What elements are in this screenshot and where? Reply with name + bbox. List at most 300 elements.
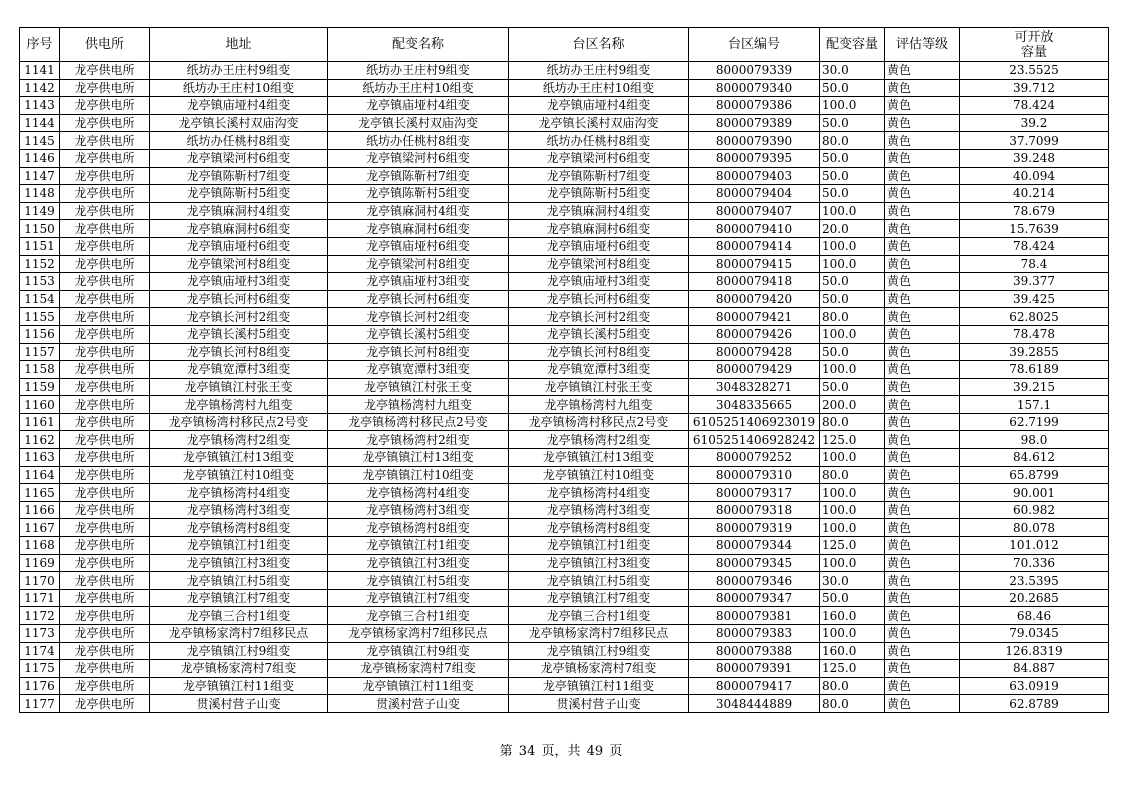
- cell-capacity: 100.0: [820, 237, 885, 255]
- cell-address: 龙亭镇长河村6组变: [150, 290, 328, 308]
- cell-index: 1159: [20, 378, 60, 396]
- table-row: [20, 361, 1109, 379]
- cell-area-code: 3048444889: [689, 695, 820, 713]
- cell-area-name: 龙亭镇镇江村11组变: [509, 677, 689, 695]
- cell-level: 黄色: [885, 572, 960, 590]
- cell-level: 黄色: [885, 466, 960, 484]
- cell-capacity: 100.0: [820, 97, 885, 115]
- cell-area-name: 龙亭镇庙垭村6组变: [509, 237, 689, 255]
- cell-area-name: 龙亭镇镇江村7组变: [509, 589, 689, 607]
- cell-address: 龙亭镇梁河村8组变: [150, 255, 328, 273]
- header-index: 序号: [20, 28, 60, 62]
- cell-level: 黄色: [885, 625, 960, 643]
- cell-area-code: 8000079395: [689, 149, 820, 167]
- table-row: [20, 79, 1109, 97]
- table-row: [20, 343, 1109, 361]
- cell-level: 黄色: [885, 202, 960, 220]
- cell-area-name: 龙亭镇宽潭村3组变: [509, 361, 689, 379]
- table-row: [20, 501, 1109, 519]
- cell-open-capacity: 39.2: [960, 114, 1109, 132]
- cell-open-capacity: 39.377: [960, 273, 1109, 291]
- cell-address: 龙亭镇长溪村5组变: [150, 325, 328, 343]
- table-row: [20, 695, 1109, 713]
- cell-station: 龙亭供电所: [60, 62, 150, 80]
- cell-capacity: 100.0: [820, 255, 885, 273]
- cell-capacity: 30.0: [820, 62, 885, 80]
- cell-index: 1148: [20, 185, 60, 203]
- cell-index: 1151: [20, 237, 60, 255]
- cell-area-code: 8000079403: [689, 167, 820, 185]
- footer-page: 34: [518, 744, 536, 759]
- header-capacity: 配变容量: [820, 28, 885, 62]
- cell-capacity: 100.0: [820, 449, 885, 467]
- cell-level: 黄色: [885, 642, 960, 660]
- table-row: [20, 220, 1109, 238]
- table-row: [20, 625, 1109, 643]
- table-row: [20, 273, 1109, 291]
- cell-capacity: 30.0: [820, 572, 885, 590]
- cell-station: 龙亭供电所: [60, 290, 150, 308]
- cell-station: 龙亭供电所: [60, 589, 150, 607]
- cell-open-capacity: 37.7099: [960, 132, 1109, 150]
- cell-area-code: 8000079389: [689, 114, 820, 132]
- cell-transformer-name: 龙亭镇陈靳村7组变: [328, 167, 509, 185]
- cell-level: 黄色: [885, 114, 960, 132]
- table-row: [20, 185, 1109, 203]
- cell-address: 龙亭镇长河村8组变: [150, 343, 328, 361]
- cell-transformer-name: 龙亭镇杨湾村移民点2号变: [328, 413, 509, 431]
- cell-capacity: 160.0: [820, 607, 885, 625]
- cell-level: 黄色: [885, 290, 960, 308]
- table-row: [20, 413, 1109, 431]
- cell-address: 龙亭镇长溪村双庙沟变: [150, 114, 328, 132]
- cell-index: 1177: [20, 695, 60, 713]
- cell-open-capacity: 157.1: [960, 396, 1109, 414]
- table-row: [20, 325, 1109, 343]
- cell-level: 黄色: [885, 185, 960, 203]
- header-row: [20, 28, 1109, 62]
- header-station: 供电所: [60, 28, 150, 62]
- cell-index: 1152: [20, 255, 60, 273]
- cell-address: 龙亭镇庙垭村6组变: [150, 237, 328, 255]
- cell-area-code: 8000079418: [689, 273, 820, 291]
- cell-address: 龙亭镇镇江村10组变: [150, 466, 328, 484]
- cell-level: 黄色: [885, 537, 960, 555]
- cell-area-code: 8000079344: [689, 537, 820, 555]
- cell-area-code: 8000079347: [689, 589, 820, 607]
- cell-area-code: 6105251406923019: [689, 413, 820, 431]
- cell-station: 龙亭供电所: [60, 237, 150, 255]
- cell-area-code: 8000079318: [689, 501, 820, 519]
- cell-capacity: 125.0: [820, 660, 885, 678]
- cell-area-code: 8000079417: [689, 677, 820, 695]
- cell-transformer-name: 龙亭镇杨湾村2组变: [328, 431, 509, 449]
- cell-station: 龙亭供电所: [60, 255, 150, 273]
- cell-level: 黄色: [885, 308, 960, 326]
- header-address: 地址: [150, 28, 328, 62]
- cell-station: 龙亭供电所: [60, 466, 150, 484]
- cell-area-name: 纸坊办任桃村8组变: [509, 132, 689, 150]
- cell-area-code: 8000079386: [689, 97, 820, 115]
- cell-level: 黄色: [885, 79, 960, 97]
- cell-transformer-name: 纸坊办任桃村8组变: [328, 132, 509, 150]
- cell-area-name: 龙亭镇长溪村双庙沟变: [509, 114, 689, 132]
- cell-area-code: 8000079390: [689, 132, 820, 150]
- cell-open-capacity: 15.7639: [960, 220, 1109, 238]
- cell-level: 黄色: [885, 220, 960, 238]
- footer-mid: 页，共: [541, 744, 581, 759]
- cell-capacity: 100.0: [820, 202, 885, 220]
- cell-level: 黄色: [885, 484, 960, 502]
- cell-index: 1158: [20, 361, 60, 379]
- cell-station: 龙亭供电所: [60, 677, 150, 695]
- cell-open-capacity: 78.679: [960, 202, 1109, 220]
- cell-area-name: 龙亭镇麻洞村6组变: [509, 220, 689, 238]
- cell-station: 龙亭供电所: [60, 572, 150, 590]
- cell-area-name: 龙亭镇镇江村5组变: [509, 572, 689, 590]
- cell-index: 1171: [20, 589, 60, 607]
- cell-index: 1154: [20, 290, 60, 308]
- cell-open-capacity: 78.478: [960, 325, 1109, 343]
- cell-level: 黄色: [885, 132, 960, 150]
- cell-address: 龙亭镇庙垭村4组变: [150, 97, 328, 115]
- table-row: [20, 202, 1109, 220]
- cell-index: 1165: [20, 484, 60, 502]
- cell-station: 龙亭供电所: [60, 413, 150, 431]
- cell-level: 黄色: [885, 413, 960, 431]
- cell-open-capacity: 40.214: [960, 185, 1109, 203]
- cell-open-capacity: 60.982: [960, 501, 1109, 519]
- table-row: [20, 114, 1109, 132]
- cell-index: 1162: [20, 431, 60, 449]
- cell-area-name: 龙亭镇三合村1组变: [509, 607, 689, 625]
- cell-station: 龙亭供电所: [60, 660, 150, 678]
- cell-area-code: 8000079339: [689, 62, 820, 80]
- cell-address: 龙亭镇镇江村7组变: [150, 589, 328, 607]
- cell-area-code: 8000079426: [689, 325, 820, 343]
- cell-transformer-name: 龙亭镇长河村2组变: [328, 308, 509, 326]
- header-area-name: 台区名称: [509, 28, 689, 62]
- cell-area-code: 8000079429: [689, 361, 820, 379]
- cell-level: 黄色: [885, 695, 960, 713]
- cell-index: 1174: [20, 642, 60, 660]
- cell-station: 龙亭供电所: [60, 607, 150, 625]
- cell-area-name: 龙亭镇杨家湾村7组移民点: [509, 625, 689, 643]
- cell-open-capacity: 40.094: [960, 167, 1109, 185]
- cell-capacity: 80.0: [820, 413, 885, 431]
- cell-index: 1176: [20, 677, 60, 695]
- cell-level: 黄色: [885, 325, 960, 343]
- cell-address: 龙亭镇杨家湾村7组变: [150, 660, 328, 678]
- header-transformer-name: 配变名称: [328, 28, 509, 62]
- cell-address: 龙亭镇镇江村1组变: [150, 537, 328, 555]
- cell-address: 龙亭镇杨湾村4组变: [150, 484, 328, 502]
- cell-capacity: 80.0: [820, 466, 885, 484]
- cell-index: 1150: [20, 220, 60, 238]
- cell-level: 黄色: [885, 660, 960, 678]
- table-row: [20, 607, 1109, 625]
- cell-station: 龙亭供电所: [60, 343, 150, 361]
- cell-area-code: 8000079414: [689, 237, 820, 255]
- cell-station: 龙亭供电所: [60, 149, 150, 167]
- cell-open-capacity: 78.424: [960, 97, 1109, 115]
- cell-area-name: 龙亭镇镇江村3组变: [509, 554, 689, 572]
- cell-transformer-name: 龙亭镇长河村8组变: [328, 343, 509, 361]
- cell-address: 龙亭镇杨湾村8组变: [150, 519, 328, 537]
- cell-capacity: 50.0: [820, 114, 885, 132]
- cell-area-name: 龙亭镇陈靳村7组变: [509, 167, 689, 185]
- cell-address: 龙亭镇麻洞村4组变: [150, 202, 328, 220]
- table-row: [20, 642, 1109, 660]
- cell-area-name: 龙亭镇杨湾村2组变: [509, 431, 689, 449]
- cell-area-name: 龙亭镇杨湾村3组变: [509, 501, 689, 519]
- cell-area-name: 龙亭镇镇江村1组变: [509, 537, 689, 555]
- footer-suffix: 页: [609, 744, 623, 759]
- cell-capacity: 100.0: [820, 519, 885, 537]
- cell-station: 龙亭供电所: [60, 273, 150, 291]
- table-body: [20, 62, 1109, 713]
- cell-area-name: 龙亭镇镇江村13组变: [509, 449, 689, 467]
- cell-address: 纸坊办任桃村8组变: [150, 132, 328, 150]
- table-row: [20, 149, 1109, 167]
- cell-address: 龙亭镇杨湾村2组变: [150, 431, 328, 449]
- cell-area-code: 8000079310: [689, 466, 820, 484]
- table-row: [20, 677, 1109, 695]
- cell-capacity: 50.0: [820, 79, 885, 97]
- cell-index: 1164: [20, 466, 60, 484]
- cell-address: 龙亭镇长河村2组变: [150, 308, 328, 326]
- cell-area-code: 6105251406928242: [689, 431, 820, 449]
- table-row: [20, 167, 1109, 185]
- cell-station: 龙亭供电所: [60, 554, 150, 572]
- cell-area-code: 8000079410: [689, 220, 820, 238]
- cell-area-name: 龙亭镇长河村2组变: [509, 308, 689, 326]
- cell-area-code: 8000079317: [689, 484, 820, 502]
- cell-level: 黄色: [885, 396, 960, 414]
- cell-address: 龙亭镇杨家湾村7组移民点: [150, 625, 328, 643]
- cell-capacity: 80.0: [820, 132, 885, 150]
- table-row: [20, 519, 1109, 537]
- cell-address: 贯溪村营子山变: [150, 695, 328, 713]
- cell-open-capacity: 78.4: [960, 255, 1109, 273]
- cell-area-name: 龙亭镇杨湾村4组变: [509, 484, 689, 502]
- cell-station: 龙亭供电所: [60, 378, 150, 396]
- cell-transformer-name: 龙亭镇杨湾村8组变: [328, 519, 509, 537]
- cell-transformer-name: 龙亭镇镇江村5组变: [328, 572, 509, 590]
- cell-level: 黄色: [885, 519, 960, 537]
- cell-transformer-name: 龙亭镇长河村6组变: [328, 290, 509, 308]
- cell-level: 黄色: [885, 97, 960, 115]
- cell-index: 1175: [20, 660, 60, 678]
- cell-index: 1163: [20, 449, 60, 467]
- cell-level: 黄色: [885, 501, 960, 519]
- cell-address: 龙亭镇杨湾村3组变: [150, 501, 328, 519]
- table-row: [20, 378, 1109, 396]
- cell-transformer-name: 龙亭镇三合村1组变: [328, 607, 509, 625]
- cell-index: 1167: [20, 519, 60, 537]
- cell-station: 龙亭供电所: [60, 625, 150, 643]
- cell-open-capacity: 23.5525: [960, 62, 1109, 80]
- cell-area-name: 龙亭镇杨家湾村7组变: [509, 660, 689, 678]
- cell-area-code: 8000079415: [689, 255, 820, 273]
- cell-open-capacity: 101.012: [960, 537, 1109, 555]
- cell-level: 黄色: [885, 255, 960, 273]
- cell-capacity: 100.0: [820, 325, 885, 343]
- cell-open-capacity: 39.425: [960, 290, 1109, 308]
- header-area-code: 台区编号: [689, 28, 820, 62]
- cell-capacity: 80.0: [820, 677, 885, 695]
- cell-index: 1142: [20, 79, 60, 97]
- cell-capacity: 100.0: [820, 501, 885, 519]
- cell-address: 纸坊办王庄村9组变: [150, 62, 328, 80]
- cell-capacity: 50.0: [820, 290, 885, 308]
- cell-area-name: 纸坊办王庄村9组变: [509, 62, 689, 80]
- table-row: [20, 97, 1109, 115]
- cell-open-capacity: 62.7199: [960, 413, 1109, 431]
- cell-open-capacity: 39.215: [960, 378, 1109, 396]
- cell-address: 龙亭镇镇江村13组变: [150, 449, 328, 467]
- cell-station: 龙亭供电所: [60, 449, 150, 467]
- cell-area-name: 龙亭镇镇江村张王变: [509, 378, 689, 396]
- cell-station: 龙亭供电所: [60, 202, 150, 220]
- cell-transformer-name: 龙亭镇镇江村7组变: [328, 589, 509, 607]
- table-row: [20, 537, 1109, 555]
- cell-index: 1143: [20, 97, 60, 115]
- cell-index: 1155: [20, 308, 60, 326]
- cell-station: 龙亭供电所: [60, 695, 150, 713]
- cell-transformer-name: 龙亭镇长溪村双庙沟变: [328, 114, 509, 132]
- cell-station: 龙亭供电所: [60, 79, 150, 97]
- cell-area-name: 龙亭镇长河村6组变: [509, 290, 689, 308]
- cell-area-code: 8000079252: [689, 449, 820, 467]
- cell-address: 龙亭镇陈靳村5组变: [150, 185, 328, 203]
- table-row: [20, 132, 1109, 150]
- cell-transformer-name: 龙亭镇庙垭村4组变: [328, 97, 509, 115]
- cell-station: 龙亭供电所: [60, 396, 150, 414]
- cell-address: 龙亭镇镇江村张王变: [150, 378, 328, 396]
- cell-level: 黄色: [885, 62, 960, 80]
- table-row: [20, 308, 1109, 326]
- cell-open-capacity: 78.6189: [960, 361, 1109, 379]
- cell-transformer-name: 龙亭镇杨家湾村7组移民点: [328, 625, 509, 643]
- cell-level: 黄色: [885, 378, 960, 396]
- cell-station: 龙亭供电所: [60, 308, 150, 326]
- page-footer: [0, 740, 1122, 759]
- footer-prefix: 第: [499, 744, 513, 759]
- cell-transformer-name: 贯溪村营子山变: [328, 695, 509, 713]
- cell-open-capacity: 23.5395: [960, 572, 1109, 590]
- cell-address: 龙亭镇镇江村11组变: [150, 677, 328, 695]
- cell-area-code: 3048328271: [689, 378, 820, 396]
- cell-index: 1153: [20, 273, 60, 291]
- cell-address: 龙亭镇杨湾村九组变: [150, 396, 328, 414]
- cell-index: 1168: [20, 537, 60, 555]
- header-open-capacity-line2: 容量: [1020, 44, 1047, 60]
- header-open-capacity-line1: 可开放: [1014, 29, 1054, 45]
- cell-capacity: 50.0: [820, 273, 885, 291]
- cell-area-code: 8000079319: [689, 519, 820, 537]
- cell-station: 龙亭供电所: [60, 185, 150, 203]
- capacity-table: [19, 27, 1109, 713]
- cell-capacity: 100.0: [820, 554, 885, 572]
- cell-station: 龙亭供电所: [60, 501, 150, 519]
- cell-station: 龙亭供电所: [60, 537, 150, 555]
- cell-area-name: 龙亭镇长溪村5组变: [509, 325, 689, 343]
- cell-area-code: 8000079428: [689, 343, 820, 361]
- cell-index: 1173: [20, 625, 60, 643]
- cell-open-capacity: 20.2685: [960, 589, 1109, 607]
- cell-index: 1149: [20, 202, 60, 220]
- cell-area-name: 龙亭镇庙垭村3组变: [509, 273, 689, 291]
- cell-level: 黄色: [885, 677, 960, 695]
- cell-open-capacity: 126.8319: [960, 642, 1109, 660]
- cell-area-name: 龙亭镇麻洞村4组变: [509, 202, 689, 220]
- cell-transformer-name: 龙亭镇镇江村9组变: [328, 642, 509, 660]
- cell-transformer-name: 龙亭镇镇江村3组变: [328, 554, 509, 572]
- cell-area-code: 8000079383: [689, 625, 820, 643]
- cell-capacity: 100.0: [820, 625, 885, 643]
- cell-station: 龙亭供电所: [60, 484, 150, 502]
- cell-index: 1146: [20, 149, 60, 167]
- cell-transformer-name: 龙亭镇梁河村8组变: [328, 255, 509, 273]
- table-row: [20, 572, 1109, 590]
- cell-open-capacity: 63.0919: [960, 677, 1109, 695]
- cell-open-capacity: 70.336: [960, 554, 1109, 572]
- cell-capacity: 50.0: [820, 378, 885, 396]
- cell-index: 1170: [20, 572, 60, 590]
- cell-index: 1147: [20, 167, 60, 185]
- cell-station: 龙亭供电所: [60, 519, 150, 537]
- cell-capacity: 125.0: [820, 537, 885, 555]
- cell-level: 黄色: [885, 167, 960, 185]
- cell-open-capacity: 39.712: [960, 79, 1109, 97]
- cell-index: 1141: [20, 62, 60, 80]
- cell-address: 龙亭镇镇江村5组变: [150, 572, 328, 590]
- table-row: [20, 396, 1109, 414]
- cell-transformer-name: 龙亭镇镇江村13组变: [328, 449, 509, 467]
- cell-address: 龙亭镇陈靳村7组变: [150, 167, 328, 185]
- cell-area-name: 龙亭镇镇江村10组变: [509, 466, 689, 484]
- cell-level: 黄色: [885, 273, 960, 291]
- cell-index: 1169: [20, 554, 60, 572]
- cell-open-capacity: 39.2855: [960, 343, 1109, 361]
- cell-index: 1166: [20, 501, 60, 519]
- cell-transformer-name: 龙亭镇陈靳村5组变: [328, 185, 509, 203]
- cell-address: 龙亭镇梁河村6组变: [150, 149, 328, 167]
- cell-level: 黄色: [885, 343, 960, 361]
- table-row: [20, 431, 1109, 449]
- cell-index: 1161: [20, 413, 60, 431]
- cell-open-capacity: 62.8789: [960, 695, 1109, 713]
- cell-open-capacity: 80.078: [960, 519, 1109, 537]
- cell-level: 黄色: [885, 431, 960, 449]
- cell-transformer-name: 纸坊办王庄村10组变: [328, 79, 509, 97]
- header-open-capacity: [960, 28, 1109, 62]
- cell-area-name: 纸坊办王庄村10组变: [509, 79, 689, 97]
- cell-index: 1145: [20, 132, 60, 150]
- cell-station: 龙亭供电所: [60, 361, 150, 379]
- cell-area-name: 龙亭镇杨湾村8组变: [509, 519, 689, 537]
- table-row: [20, 62, 1109, 80]
- cell-area-name: 龙亭镇庙垭村4组变: [509, 97, 689, 115]
- cell-area-code: 8000079340: [689, 79, 820, 97]
- cell-transformer-name: 龙亭镇杨湾村九组变: [328, 396, 509, 414]
- cell-open-capacity: 78.424: [960, 237, 1109, 255]
- table-row: [20, 466, 1109, 484]
- cell-transformer-name: 龙亭镇麻洞村4组变: [328, 202, 509, 220]
- cell-area-code: 8000079346: [689, 572, 820, 590]
- table-row: [20, 449, 1109, 467]
